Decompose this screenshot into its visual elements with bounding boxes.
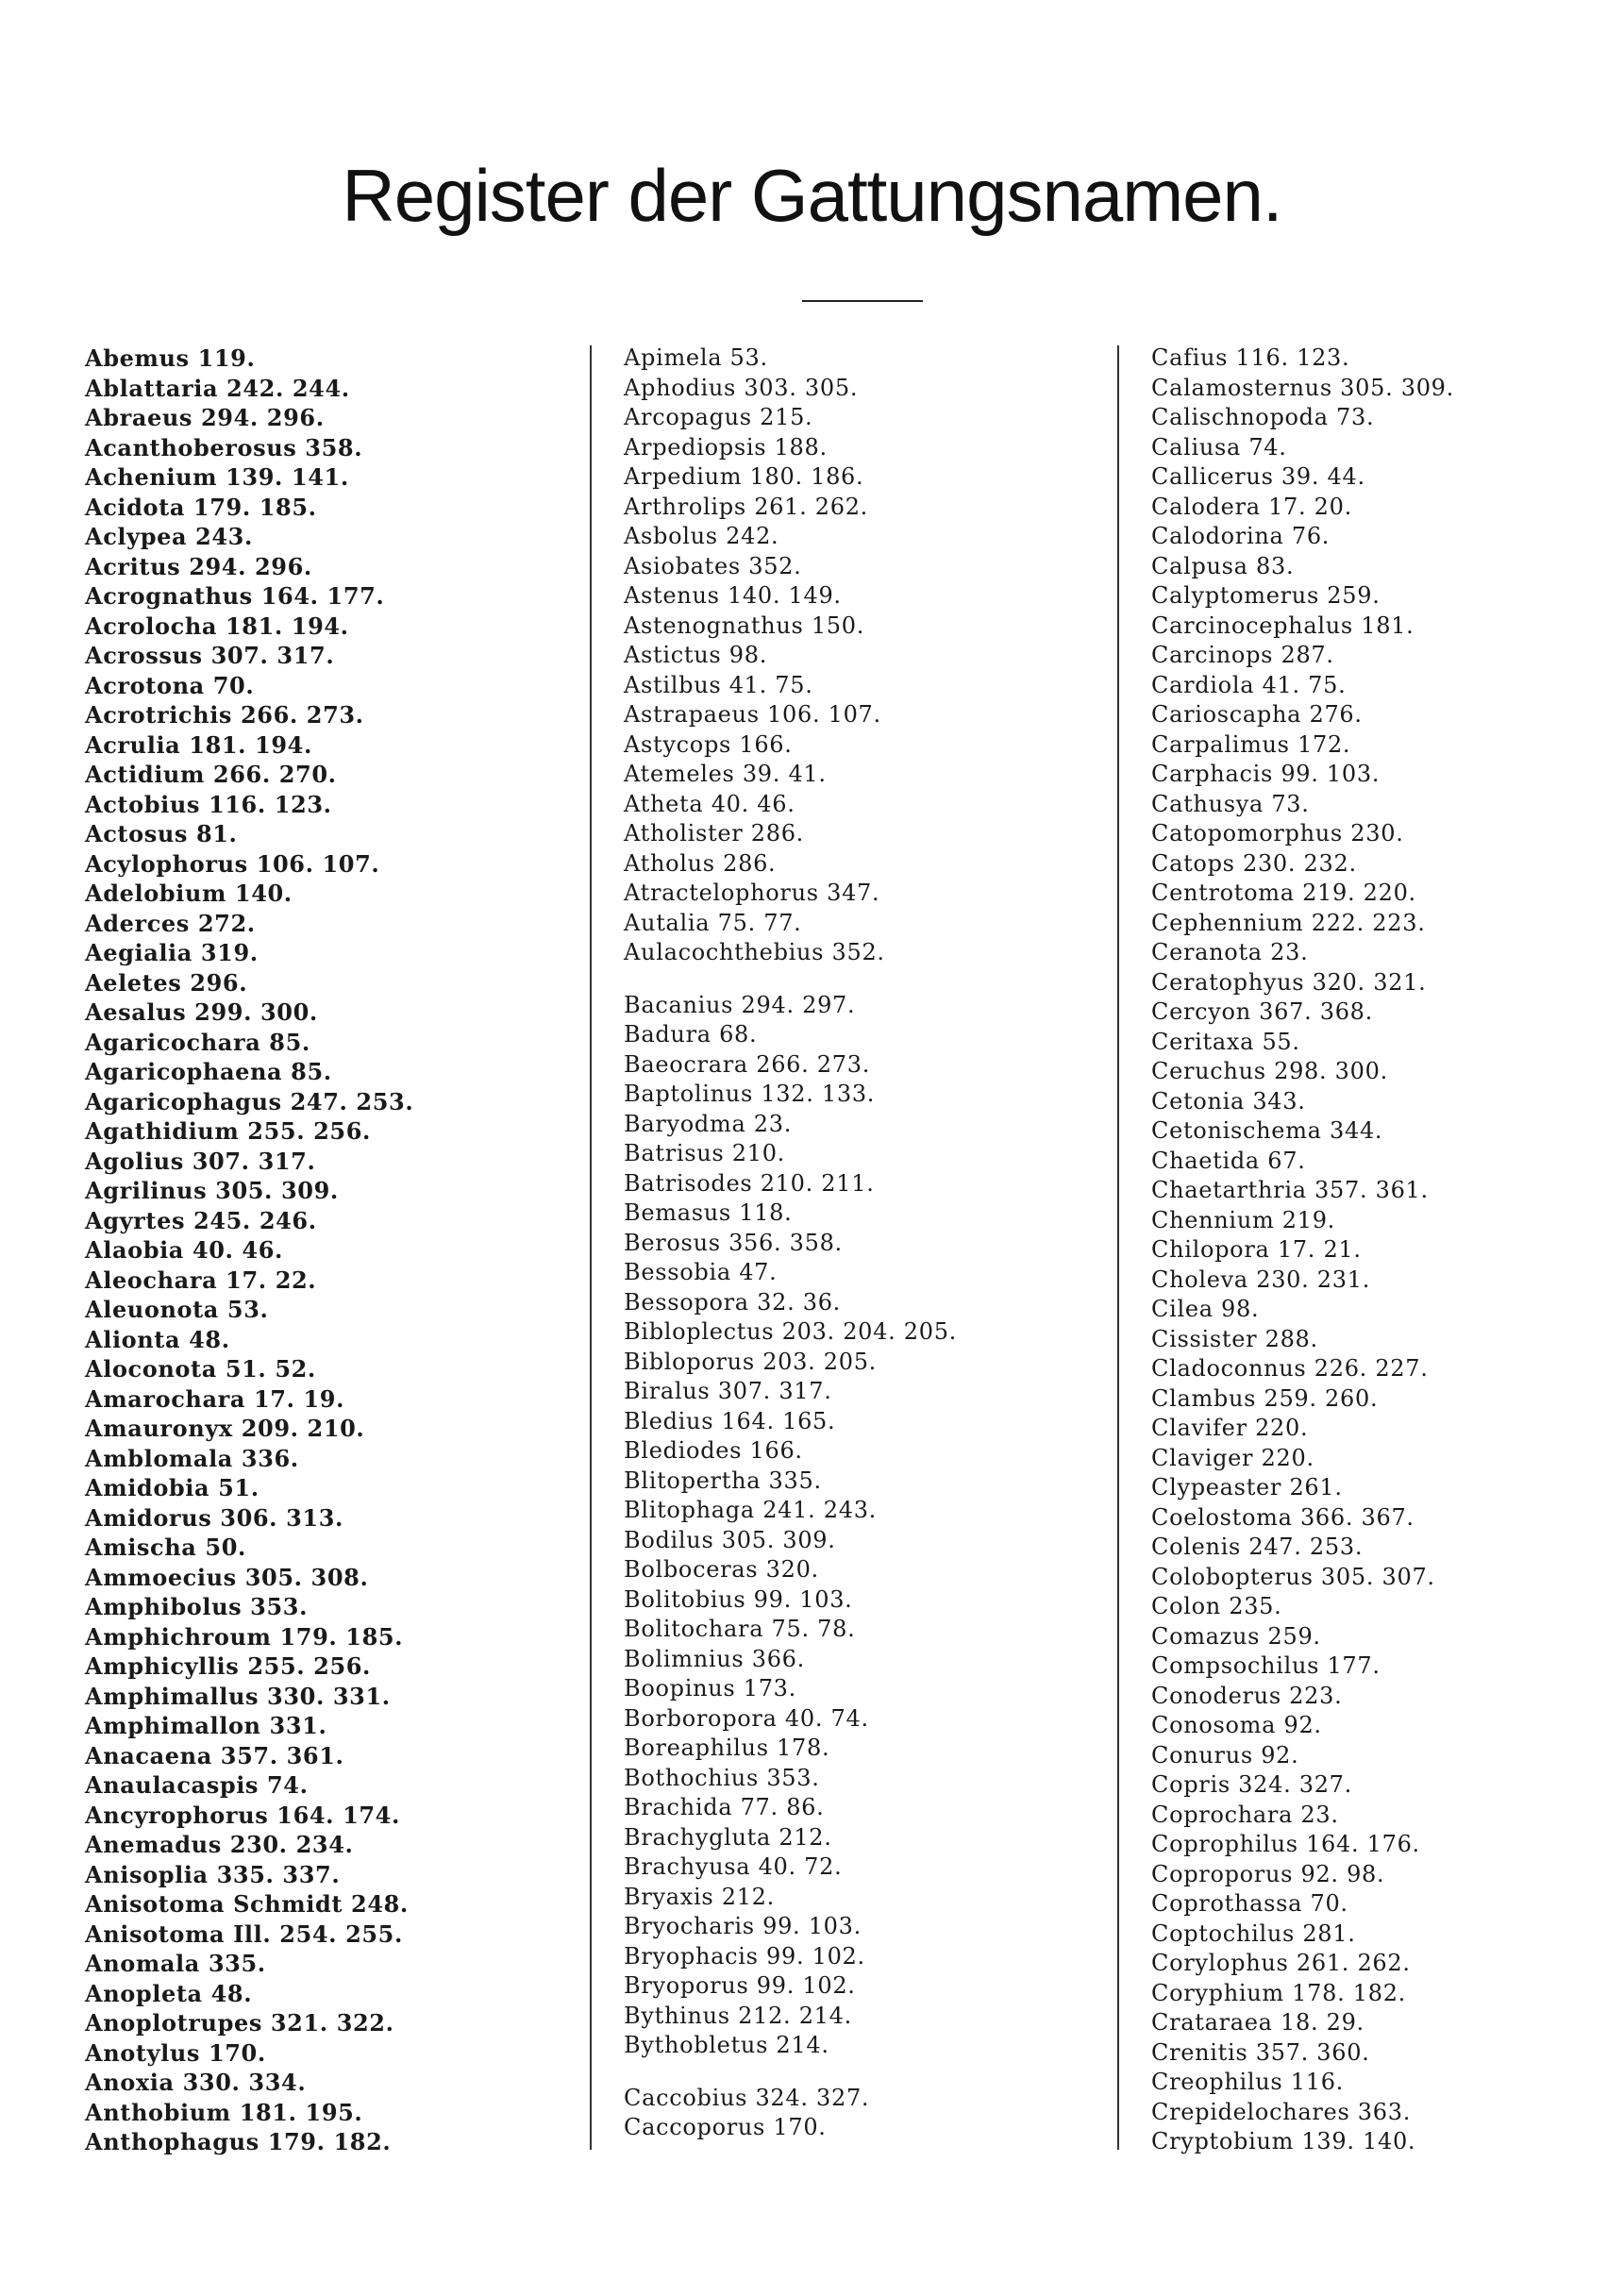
index-entry: Agyrtes 245. 246.: [85, 1206, 317, 1234]
index-entry: Achenium 139. 141.: [85, 463, 349, 491]
index-entry: Coprophilus 164. 176.: [1151, 1831, 1420, 1857]
index-entry: Carcinocephalus 181.: [1151, 612, 1415, 639]
index-entry: Astrapaeus 106. 107.: [624, 701, 881, 728]
index-entry: Anisoplia 335. 337.: [85, 1860, 341, 1888]
index-entry: Clypeaster 261.: [1151, 1474, 1343, 1500]
index-entry: Adelobium 140.: [85, 880, 293, 907]
index-entry: Bolitobius 99. 103.: [624, 1585, 853, 1613]
index-entry: Bessobia 47.: [624, 1259, 778, 1285]
index-entry: Carcinops 287.: [1151, 642, 1334, 668]
index-entry: Cardiola 41. 75.: [1151, 671, 1347, 698]
index-entry: Acrolocha 181. 194.: [85, 612, 349, 640]
index-entry: Acylophorus 106. 107.: [85, 849, 380, 878]
index-entry: Amischa 50.: [85, 1534, 246, 1561]
index-entry: Batrisus 210.: [624, 1140, 785, 1166]
index-entry: Coproporus 92. 98.: [1151, 1860, 1385, 1887]
index-entry: Ancyrophorus 164. 174.: [85, 1801, 400, 1829]
index-entry: Astycops 166.: [624, 730, 793, 758]
index-entry: Actobius 116. 123.: [85, 790, 332, 818]
index-entry: Cathusya 73.: [1151, 790, 1310, 817]
index-entry: Astenognathus 150.: [624, 612, 865, 639]
index-entry: Comazus 259.: [1151, 1622, 1321, 1650]
index-entry: Anthobium 181. 195.: [85, 2098, 363, 2126]
index-entry: Choleva 230. 231.: [1151, 1266, 1371, 1293]
column-divider-2: [1117, 345, 1119, 2150]
index-entry: Anthophagus 179. 182.: [85, 2128, 392, 2155]
index-entry: Claviger 220.: [1151, 1444, 1314, 1471]
index-entry: Arpedium 180. 186.: [624, 463, 864, 490]
index-entry: Anoplotrupes 321. 322.: [85, 2009, 394, 2037]
index-entry: Anacaena 357. 361.: [85, 1741, 344, 1769]
index-entry: Coptochilus 281.: [1151, 1920, 1356, 1947]
index-entry: Brachida 77. 86.: [624, 1794, 825, 1820]
index-entry: Cissister 288.: [1151, 1325, 1318, 1352]
index-entry: Catops 230. 232.: [1151, 849, 1357, 877]
index-entry: Cafius 116. 123.: [1151, 344, 1350, 371]
index-entry: Colobopterus 305. 307.: [1151, 1563, 1435, 1590]
index-entry: Ceratophyus 320. 321.: [1151, 968, 1427, 996]
index-entry: Acrognathus 164. 177.: [85, 582, 385, 610]
index-entry: Acanthoberosus 358.: [85, 433, 363, 461]
index-entry: Coprothassa 70.: [1151, 1890, 1348, 1917]
index-entry: Ceritaxa 55.: [1151, 1028, 1300, 1055]
index-entry: Bibloporus 203. 205.: [624, 1348, 877, 1375]
index-entry: Abemus 119.: [85, 344, 256, 372]
index-entry: Bryophacis 99. 102.: [624, 1942, 865, 1970]
index-entry: Atholus 286.: [624, 849, 777, 877]
index-entry: Chennium 219.: [1151, 1206, 1335, 1233]
index-entry: Actidium 266. 270.: [85, 761, 337, 788]
index-entry: Aclypea 243.: [85, 523, 253, 550]
index-entry: Calpusa 83.: [1151, 552, 1295, 579]
index-entry: Colon 235.: [1151, 1593, 1282, 1619]
index-entry: Cryptobium 139. 140.: [1151, 2128, 1416, 2154]
index-entry: Calodera 17. 20.: [1151, 493, 1352, 520]
index-entry: Bryocharis 99. 103.: [624, 1913, 862, 1939]
index-entry: Astenus 140. 149.: [624, 582, 842, 609]
index-entry: Creophilus 116.: [1151, 2069, 1344, 2095]
index-entry: Astilbus 41. 75.: [624, 671, 813, 698]
index-entry: Carpalimus 172.: [1151, 730, 1351, 758]
index-entry: Amauronyx 209. 210.: [85, 1415, 365, 1442]
index-entry: Corylophus 261. 262.: [1151, 1950, 1411, 1976]
index-entry: Cephennium 222. 223.: [1151, 909, 1426, 936]
index-entry: Asbolus 242.: [624, 523, 779, 549]
index-entry: Calamosternus 305. 309.: [1151, 374, 1454, 401]
index-entry: Amidorus 306. 313.: [85, 1503, 343, 1532]
index-entry: Ablattaria 242. 244.: [85, 374, 350, 402]
index-entry: Acidota 179. 185.: [85, 493, 317, 521]
index-entry: Clavifer 220.: [1151, 1415, 1309, 1441]
index-entry: Autalia 75. 77.: [624, 909, 802, 936]
index-entry: Bothochius 353.: [624, 1764, 820, 1791]
index-entry: Baptolinus 132. 133.: [624, 1081, 876, 1107]
index-entry: Amphibolus 353.: [85, 1593, 309, 1620]
index-entry: Boopinus 173.: [624, 1675, 796, 1702]
index-entry: Baeocrara 266. 273.: [624, 1050, 871, 1078]
index-entry: Acrotona 70.: [85, 671, 255, 699]
index-entry: Amblomala 336.: [85, 1444, 299, 1472]
index-entry: Batrisodes 210. 211.: [624, 1169, 875, 1197]
index-entry: Conosoma 92.: [1151, 1712, 1322, 1738]
index-entry: Bolimnius 366.: [624, 1645, 805, 1672]
index-entry: Coryphium 178. 182.: [1151, 1979, 1406, 2006]
index-entry: Bolboceras 320.: [624, 1556, 819, 1583]
index-entry: Agaricochara 85.: [85, 1028, 310, 1056]
index-column-2: [624, 344, 957, 2143]
index-entry: Alionta 48.: [85, 1325, 230, 1353]
index-entry: Chilopora 17. 21.: [1151, 1236, 1362, 1263]
index-entry: Bythinus 212. 214.: [624, 2002, 852, 2029]
index-entry: Blediodes 166.: [624, 1437, 803, 1464]
index-entry: Aleuonota 53.: [85, 1296, 269, 1323]
index-entry: Borboropora 40. 74.: [624, 1704, 869, 1732]
index-entry: Agaricophaena 85.: [85, 1058, 332, 1085]
page-title: Register der Gattungsnamen.: [342, 154, 1282, 237]
index-entry: Colenis 247. 253.: [1151, 1534, 1364, 1560]
index-entry: Apimela 53.: [624, 344, 768, 371]
index-entry: Bythobletus 214.: [624, 2032, 829, 2058]
index-entry: Actosus 81.: [85, 820, 238, 847]
index-entry: Copris 324. 327.: [1151, 1771, 1352, 1798]
index-entry: Crepidelochares 363.: [1151, 2098, 1412, 2125]
index-entry: Arcopagus 215.: [624, 404, 813, 430]
title-underline: [802, 300, 923, 302]
index-entry: Aderces 272.: [85, 909, 256, 937]
index-entry: Anemadus 230. 234.: [85, 1831, 354, 1858]
index-entry: Anoxia 330. 334.: [85, 2069, 307, 2096]
index-entry: Bessopora 32. 36.: [624, 1288, 842, 1316]
index-entry: Blitopertha 335.: [624, 1467, 822, 1494]
index-entry: Brachygluta 212.: [624, 1823, 832, 1851]
index-entry: Agaricophagus 247. 253.: [85, 1087, 414, 1115]
index-entry: Chaetida 67.: [1151, 1147, 1306, 1174]
index-entry: Arthrolips 261. 262.: [624, 493, 868, 520]
index-entry: Baryodma 23.: [624, 1110, 793, 1137]
index-entry: Atemeles 39. 41.: [624, 761, 827, 787]
index-entry: Clambus 259. 260.: [1151, 1384, 1379, 1412]
index-entry: Astictus 98.: [624, 642, 768, 668]
index-entry: Cetonia 343.: [1151, 1087, 1306, 1115]
index-entry: Anomala 335.: [85, 1950, 266, 1977]
index-entry: Brachyusa 40. 72.: [624, 1853, 843, 1880]
index-entry: Agathidium 255. 256.: [85, 1117, 371, 1145]
index-entry: Cercyon 367. 368.: [1151, 998, 1373, 1025]
index-entry: Bacanius 294. 297.: [624, 991, 856, 1018]
index-entry: Bolitochara 75. 78.: [624, 1616, 856, 1642]
index-entry: Atheta 40. 46.: [624, 790, 795, 817]
index-entry: Conurus 92.: [1151, 1741, 1299, 1769]
index-entry: Acrossus 307. 317.: [85, 642, 335, 669]
index-entry: Coelostoma 366. 367.: [1151, 1503, 1415, 1531]
index-entry: Compsochilus 177.: [1151, 1652, 1381, 1679]
index-entry: Anaulacaspis 74.: [85, 1771, 309, 1799]
index-entry: Berosus 356. 358.: [624, 1229, 843, 1256]
index-entry: Crataraea 18. 29.: [1151, 2009, 1364, 2036]
index-entry: Calischnopoda 73.: [1151, 404, 1375, 430]
index-entry: Aeletes 296.: [85, 968, 248, 997]
index-entry: Blitophaga 241. 243.: [624, 1497, 878, 1523]
index-entry: Amphichroum 179. 185.: [85, 1622, 404, 1651]
index-column-1: [85, 344, 413, 2157]
index-entry: Caccobius 324. 327.: [624, 2084, 870, 2111]
index-entry: Bodilus 305. 309.: [624, 1526, 836, 1553]
index-entry: Amphimallon 331.: [85, 1712, 327, 1739]
index-entry: Aphodius 303. 305.: [624, 374, 859, 401]
index-entry: Atholister 286.: [624, 820, 805, 847]
index-entry: Ammoecius 305. 308.: [85, 1563, 369, 1591]
index-entry: Crenitis 357. 360.: [1151, 2038, 1370, 2066]
index-entry: Ceranota 23.: [1151, 939, 1309, 965]
index-entry: Aloconota 51. 52.: [85, 1355, 316, 1383]
index-entry: Amphimallus 330. 331.: [85, 1682, 391, 1710]
index-entry: Cilea 98.: [1151, 1296, 1260, 1322]
index-entry: Amarochara 17. 19.: [85, 1384, 345, 1413]
index-entry: Asiobates 352.: [624, 552, 802, 579]
index-entry: Biralus 307. 317.: [624, 1378, 832, 1404]
index-entry: Caccoporus 170.: [624, 2114, 827, 2140]
index-entry: Boreaphilus 178.: [624, 1735, 830, 1761]
index-entry: Cladoconnus 226. 227.: [1151, 1355, 1429, 1382]
index-entry: Conoderus 223.: [1151, 1682, 1343, 1709]
index-entry: Bryoporus 99. 102.: [624, 1972, 856, 1999]
index-entry: Abraeus 294. 296.: [85, 404, 325, 431]
index-entry: Anotylus 170.: [85, 2038, 266, 2067]
index-entry: Carioscapha 276.: [1151, 701, 1363, 728]
index-entry: Anisotoma Ill. 254. 255.: [85, 1920, 403, 1948]
index-entry: Bemasus 118.: [624, 1199, 793, 1226]
index-entry: Caliusa 74.: [1151, 433, 1287, 461]
column-divider-1: [590, 345, 592, 2150]
index-entry: Aleochara 17. 22.: [85, 1266, 317, 1294]
index-column-3: [1151, 344, 1454, 2157]
index-entry: Arpediopsis 188.: [624, 433, 828, 461]
index-entry: Aegialia 319.: [85, 939, 259, 966]
index-entry: Centrotoma 219. 220.: [1151, 880, 1416, 906]
index-entry: Anopleta 48.: [85, 1979, 253, 2007]
index-entry: Atractelophorus 347.: [624, 880, 880, 906]
index-entry: Cetonischema 344.: [1151, 1117, 1383, 1144]
index-entry: Coprochara 23.: [1151, 1801, 1339, 1828]
index-entry: Catopomorphus 230.: [1151, 820, 1404, 847]
index-entry: Calodorina 76.: [1151, 523, 1331, 549]
index-entry: Acrulia 181. 194.: [85, 730, 312, 759]
index-entry: Calyptomerus 259.: [1151, 582, 1381, 609]
index-entry: Amphicyllis 255. 256.: [85, 1652, 372, 1680]
index-entry: Bibloplectus 203. 204. 205.: [624, 1318, 958, 1345]
index-entry: Badura 68.: [624, 1021, 758, 1048]
index-entry: Acritus 294. 296.: [85, 552, 312, 580]
index-entry: Alaobia 40. 46.: [85, 1236, 283, 1264]
index-entry: Ceruchus 298. 300.: [1151, 1058, 1388, 1084]
index-entry: Carphacis 99. 103.: [1151, 761, 1381, 787]
index-entry: Bledius 164. 165.: [624, 1407, 836, 1434]
index-entry: Bryaxis 212.: [624, 1883, 775, 1910]
index-entry: Aulacochthebius 352.: [624, 939, 885, 965]
index-entry: Amidobia 51.: [85, 1474, 260, 1501]
index-entry: Callicerus 39. 44.: [1151, 463, 1365, 490]
index-entry: Agrilinus 305. 309.: [85, 1177, 339, 1204]
index-entry: Aesalus 299. 300.: [85, 998, 318, 1026]
index-entry: Acrotrichis 266. 273.: [85, 701, 364, 729]
index-entry: Chaetarthria 357. 361.: [1151, 1177, 1429, 1203]
index-entry: Anisotoma Schmidt 248.: [85, 1890, 409, 1918]
index-entry: Agolius 307. 317.: [85, 1147, 316, 1175]
